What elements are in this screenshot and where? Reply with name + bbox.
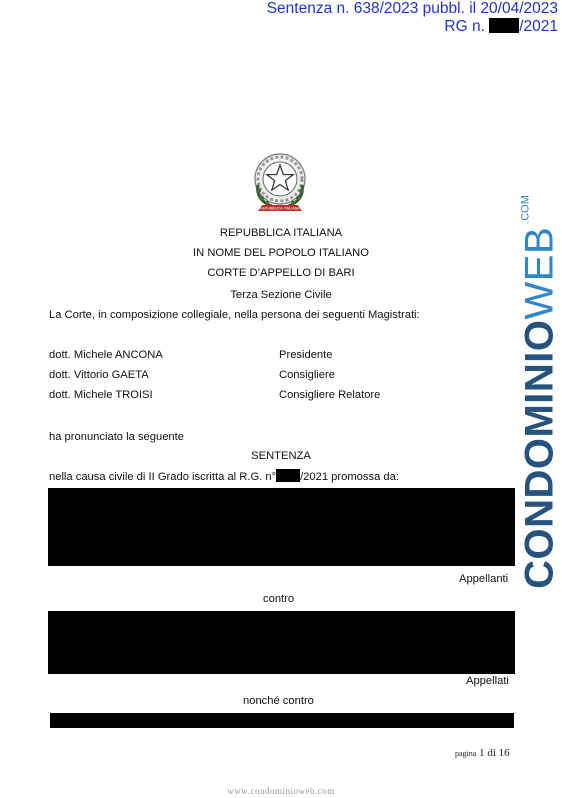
judge-role: Consigliere (279, 369, 335, 381)
heading-section: Terza Sezione Civile (230, 289, 332, 301)
stamp-line-rg: RG n. /2021 (444, 18, 558, 35)
judge-name: dott. Vittorio GAETA (49, 369, 149, 381)
heading-people: IN NOME DEL POPOLO ITALIANO (193, 247, 369, 259)
watermark-main: CONDOMINIO (517, 319, 562, 589)
italian-republic-emblem-icon (250, 149, 310, 217)
condominioweb-watermark (518, 195, 562, 589)
sentenza-title: SENTENZA (251, 450, 311, 462)
watermark-com: .COM (519, 195, 532, 224)
publication-stamp (267, 0, 558, 36)
redacted-appellants-block (48, 488, 515, 566)
pronounced-text: ha pronunciato la seguente (49, 431, 184, 443)
contro-label: contro (263, 593, 295, 605)
watermark-web: WEB (517, 226, 562, 320)
redaction-inline (276, 469, 300, 482)
appellati-label: Appellati (466, 675, 509, 687)
page-number: pagina 1 di 16 (455, 747, 510, 759)
judge-role: Presidente (279, 349, 333, 361)
emblem-ribbon-text: REPUBBLICA ITALIANA (260, 206, 300, 211)
cause-line: nella causa civile di II Grado iscritta al R.G. n° /2021 promossa da: (49, 471, 399, 483)
redacted-third-party-block (50, 713, 514, 728)
intro-text: La Corte, in composizione collegiale, nella persona dei seguenti Magistrati: (49, 309, 420, 321)
judge-role: Consigliere Relatore (279, 389, 381, 401)
heading-court: CORTE D’APPELLO DI BARI (207, 267, 355, 279)
footer-url: www.condominioweb.com (227, 786, 335, 796)
heading-republic: REPUBBLICA ITALIANA (219, 227, 343, 239)
nonche-contro-label: nonché contro (243, 695, 314, 707)
stamp-line-sentence: Sentenza n. 638/2023 pubbl. il 20/04/2023 (266, 0, 558, 17)
appellanti-label: Appellanti (459, 573, 509, 585)
judge-name: dott. Michele ANCONA (49, 349, 163, 361)
redaction-inline (489, 18, 519, 33)
redacted-appellees-block (48, 611, 515, 674)
judge-name: dott. Michele TROISI (49, 389, 153, 401)
